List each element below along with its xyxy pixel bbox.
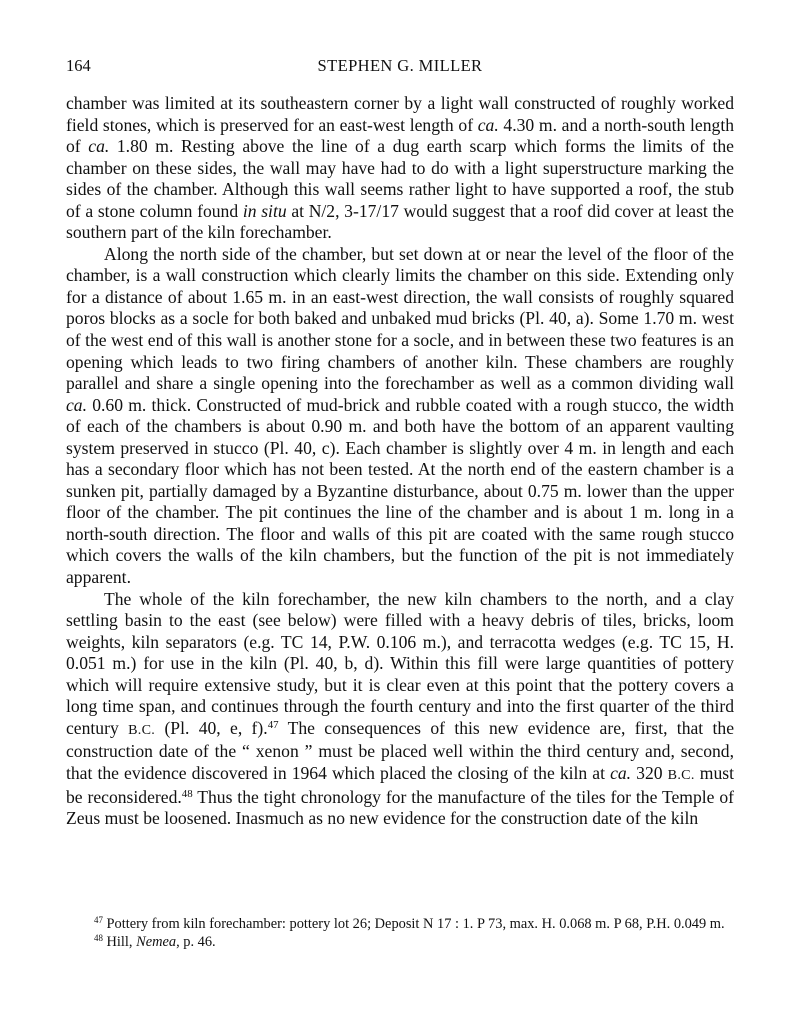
footnote-marker: 48 <box>181 787 193 800</box>
italic-text: ca. <box>610 762 632 783</box>
body-text <box>66 93 734 830</box>
text-run: at N/2, 3-17/17 would suggest that a roof did cover at least the southern part of the kiln forechamber. <box>66 200 734 243</box>
small-caps-text: B.C. <box>667 766 695 783</box>
italic-text: in situ <box>242 200 287 221</box>
text-run: 4.30 m. and a north-south length of <box>66 114 734 157</box>
text-run: 1.80 m. Resting above the line of a dug earth scarp which forms the limits of the chamber on these sides, the wall may have had to do with a light superstructure marking the sides of the chamber. Although this wall seems rather light to have supported a roof, the stub of a stone column found <box>66 136 734 221</box>
text-run: Pottery from kiln forechamber: pottery lot 26; Deposit N 17 : 1. P 73, max. H. 0.068 m. P 68, P.H. 0.049 m. <box>102 916 725 932</box>
footnote-marker: 47 <box>267 718 279 731</box>
text-run: The whole of the kiln forechamber, the new kiln chambers to the north, and a clay settling basin to the east (see below) were filled with a heavy debris of tiles, bricks, loom weights, kiln separators (e.g. TC 14, P.W. 0.106 m.), and terracotta wedges (e.g. TC 15, H. 0.051 m.) for use in the kiln (Pl. 40, b, d). Within this fill were large quantities of pottery which will require extensive study, but it is clear even at this point that the pottery covers a long time span, and continues through the fourth century and into the first quarter of the third century <box>66 588 734 738</box>
paragraph <box>66 589 734 830</box>
footnote <box>66 915 734 933</box>
text-run: , p. 46. <box>176 934 216 951</box>
text-run: Along the north side of the chamber, but set down at or near the level of the floor of the chamber, is a wall construction which clearly limits the chamber on this side. Extending only for a distance of about 1.65 m. in an east-west direction, the wall consists of roughly squared poros blocks as a socle for both baked and unbaked mud bricks (Pl. 40, a). Some 1.70 m. west of the west end of this wall is another stone for a socle, and in between these two features is an opening which leads to two firing chambers of another kiln. These chambers are roughly parallel and share a single opening into the forechamber as well as a common dividing wall <box>66 243 734 394</box>
text-run: Hill, <box>102 934 137 951</box>
text-run: must be reconsidered. <box>66 762 734 807</box>
page-number: 164 <box>66 56 91 75</box>
small-caps-text: B.C. <box>128 721 156 738</box>
page-header <box>66 56 734 78</box>
text-run: 320 <box>631 762 668 783</box>
footnotes <box>66 915 734 951</box>
italic-text: ca. <box>88 136 110 157</box>
text-run: chamber was limited at its southeastern corner by a light wall constructed of roughly worked field stones, which is preserved for an east-west length of <box>66 93 734 135</box>
italic-text: ca. <box>66 394 88 415</box>
footnote-marker: 48 <box>94 933 103 944</box>
paragraph <box>66 93 734 244</box>
text-run: (Pl. 40, e, f). <box>155 717 268 738</box>
text-run: Thus the tight chronology for the manufacture of the tiles for the Temple of Zeus must be loosened. Inasmuch as no new evidence for the construction date of the kiln <box>66 786 734 829</box>
text-run: 0.60 m. thick. Constructed of mud-brick and rubble coated with a rough stucco, the width of each of the chambers is about 0.90 m. and both have the bottom of an apparent vaulting system preserved in stucco (Pl. 40, c). Each chamber is slightly over 4 m. in length and each has a secondary floor which has not been tested. At the north end of the eastern chamber is a sunken pit, partially damaged by a Byzantine disturbance, about 0.75 m. lower than the upper floor of the chamber. The pit continues the line of the chamber and is about 1 m. long in a north-south direction. The floor and walls of this pit are coated with the same rough stucco which covers the walls of the kiln chambers, but the function of the pit is not immediately apparent. <box>66 394 734 588</box>
italic-text: Nemea <box>136 934 177 951</box>
text-run: The consequences of this new evidence are, first, that the construction date of the “ xenon ” must be placed well within the third century and, second, that the evidence discovered in 1964 which placed the closing of the kiln at <box>66 717 735 783</box>
running-head: STEPHEN G. MILLER <box>317 56 483 75</box>
footnote <box>66 933 734 951</box>
footnote-marker: 47 <box>94 915 103 926</box>
paragraph <box>66 244 734 589</box>
italic-text: ca. <box>477 114 499 135</box>
